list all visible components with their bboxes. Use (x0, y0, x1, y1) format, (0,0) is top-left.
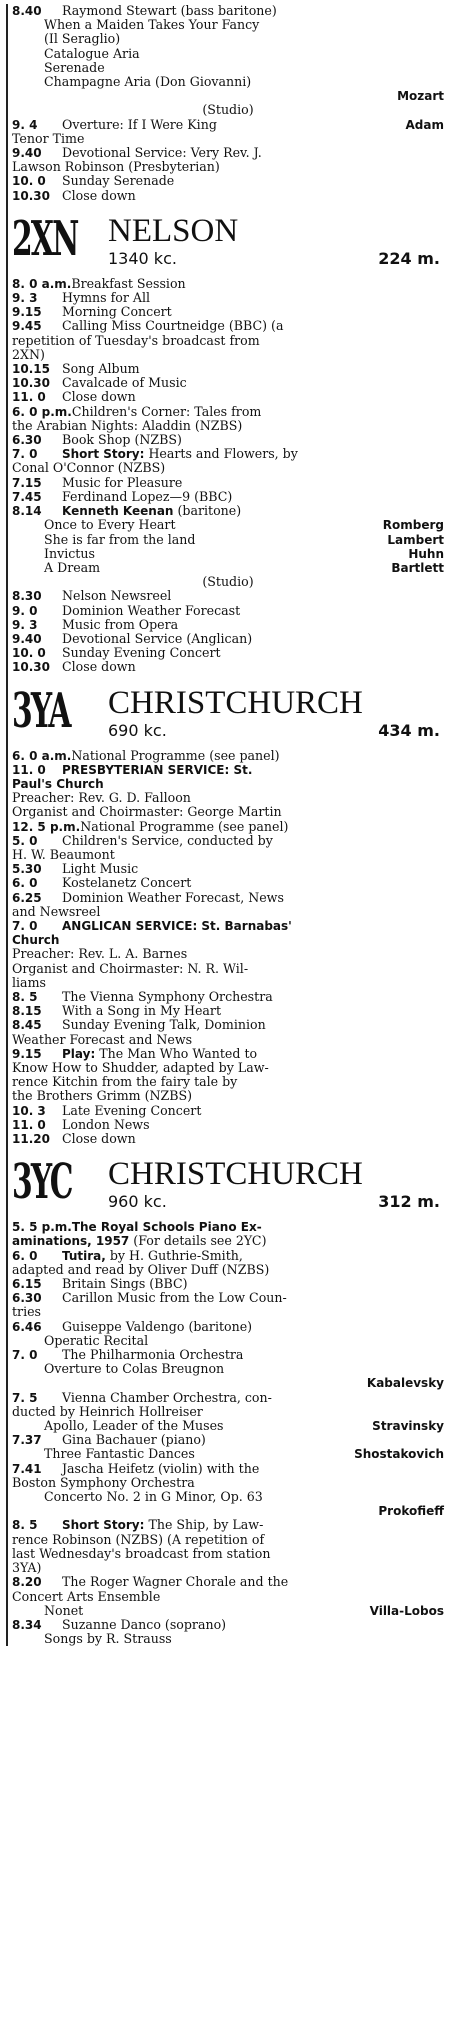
programme-text: With a Song in My Heart (62, 1004, 222, 1019)
continued-text: Know How to Shudder, adapted by Law- (12, 1061, 269, 1075)
time-slot: 5. 0 (12, 833, 38, 848)
composer: Villa-Lobos (369, 1603, 444, 1618)
frequency: 960 kc. (108, 1192, 167, 1212)
programme-text: Calling Miss Courtneidge (BBC) (a (62, 319, 284, 334)
continued-heading: Church (12, 933, 60, 948)
programme-text: Sunday Evening Talk, Dominion (62, 1018, 266, 1033)
piece-title: Catalogue Aria (44, 46, 140, 61)
programme-line (12, 1518, 444, 1532)
continued-text: rence Robinson (NZBS) (A repetition of (12, 1532, 265, 1547)
callsign: 3YC (12, 1154, 72, 1211)
continued-heading: aminations, 1957 (12, 1234, 130, 1249)
programme-continuation (12, 848, 444, 862)
time-slot: 9.45 (12, 319, 42, 334)
time-slot: 8. 0 a.m. (12, 276, 72, 291)
programme-line (12, 660, 444, 674)
programme-line (12, 504, 444, 518)
wavelength: 224 m. (378, 248, 440, 268)
time-slot: 8.45 (12, 1018, 42, 1033)
programme-text: Close down (62, 660, 136, 675)
composer: Romberg (382, 518, 444, 533)
programme-text: The Man Who Wanted to (95, 1046, 258, 1061)
time-slot: 6.30 (12, 1291, 42, 1306)
time-slot: 10. 3 (12, 1103, 46, 1118)
time-slot: 6.30 (12, 433, 42, 448)
callsign: 2XN (12, 210, 78, 267)
programme-text: Vienna Chamber Orchestra, con- (62, 1390, 272, 1405)
programme-text: (baritone) (173, 504, 242, 519)
continued-text: Tenor Time (12, 131, 85, 146)
programme-continuation (12, 561, 444, 575)
programme-heading: Play: (62, 1046, 96, 1061)
programme-text: Music for Pleasure (62, 475, 183, 490)
programme-text: The Roger Wagner Chorale and the (62, 1575, 289, 1590)
programme-text: (For details see 2YC) (129, 1234, 267, 1249)
time-slot: 8.30 (12, 589, 42, 604)
programme-text: National Programme (see panel) (71, 748, 280, 763)
programme-text: Music from Opera (62, 617, 179, 632)
continued-text: Preacher: Rev. G. D. Falloon (12, 791, 191, 806)
time-slot: 7.15 (12, 475, 42, 490)
time-slot: 9. 3 (12, 291, 38, 306)
time-slot: 5. 5 p.m. (12, 1220, 72, 1235)
time-slot: 8.40 (12, 4, 42, 18)
programme-continuation (12, 547, 444, 561)
programme-text: The Philharmonia Orchestra (62, 1348, 244, 1363)
piece-title: (Il Seraglio) (44, 32, 121, 47)
station-header-2xn (8, 211, 444, 275)
time-slot: 8.20 (12, 1575, 42, 1590)
programme-line (12, 891, 444, 905)
programme-line (12, 1004, 444, 1018)
programme-text: The Ship, by Law- (144, 1518, 264, 1533)
programme-text: by H. Guthrie-Smith, (105, 1248, 243, 1263)
programme-text: Overture: If I Were King (62, 117, 217, 132)
time-slot: 11. 0 (12, 390, 46, 405)
programme-text: Jascha Heifetz (violin) with the (62, 1461, 260, 1476)
time-slot: 6.46 (12, 1319, 42, 1334)
time-slot: 8. 5 (12, 1518, 38, 1533)
programme-line (12, 589, 444, 603)
time-slot: 7. 0 (12, 447, 38, 462)
studio-note: (Studio) (202, 102, 254, 118)
programme-continuation (12, 47, 444, 61)
programme-continuation (12, 805, 444, 819)
programme-continuation (12, 1305, 444, 1319)
programme-line (12, 876, 444, 890)
piece-title: Champagne Aria (Don Giovanni) (44, 75, 252, 90)
composer: Bartlett (391, 560, 444, 575)
piece-title: Operatic Recital (44, 1333, 149, 1348)
programme-continuation (12, 1561, 444, 1575)
programme-line (12, 305, 444, 319)
programme-continuation (12, 1590, 444, 1604)
programme-text: Sunday Serenade (62, 174, 175, 189)
programme-continuation (12, 1632, 444, 1646)
piece-title: Songs by R. Strauss (44, 1632, 172, 1647)
programme-line (12, 433, 444, 447)
time-slot: 8. 5 (12, 989, 38, 1004)
programme-line (12, 1291, 444, 1305)
time-slot: 9.40 (12, 146, 42, 161)
programme-text: Late Evening Concert (62, 1103, 202, 1118)
programme-text: Children's Corner: Tales from (71, 404, 262, 419)
programme-heading: Kenneth Keenan (62, 504, 174, 519)
programme-line (12, 118, 444, 132)
continued-text: repetition of Tuesday's broadcast from (12, 333, 260, 348)
programme-line (12, 820, 444, 834)
programme-text: Dominion Weather Forecast (62, 603, 241, 618)
programme-text: Cavalcade of Music (62, 376, 187, 391)
programme-line (12, 1277, 444, 1291)
time-slot: 12. 5 p.m. (12, 819, 81, 834)
programme-continuation (12, 1061, 444, 1075)
continued-text: Weather Forecast and News (12, 1032, 193, 1047)
programme-continuation (12, 905, 444, 919)
programme-line (12, 362, 444, 376)
programme-line (12, 277, 444, 291)
continued-text: rence Kitchin from the fairy tale by (12, 1075, 238, 1090)
time-slot: 10.15 (12, 362, 50, 377)
station-header-3ya (8, 683, 444, 747)
programme-line (12, 390, 444, 404)
continued-text: Organist and Choirmaster: N. R. Wil- (12, 961, 249, 976)
time-slot: 9.40 (12, 631, 42, 646)
programme-text: Carillon Music from the Low Coun- (62, 1291, 287, 1306)
programme-line (12, 490, 444, 504)
programme-continuation (12, 1405, 444, 1419)
programme-text: Hearts and Flowers, by (144, 447, 298, 462)
continued-text: adapted and read by Oliver Duff (NZBS) (12, 1262, 270, 1277)
performer-note: (bass baritone) (176, 4, 277, 18)
programme-line (12, 1391, 444, 1405)
programme-text: Breakfast Session (71, 276, 186, 291)
frequency: 1340 kc. (108, 248, 177, 268)
programme-heading: Short Story: (62, 447, 145, 462)
time-slot: 9. 4 (12, 117, 38, 132)
programme-continuation (12, 1604, 444, 1618)
programme-continuation (12, 18, 444, 32)
programme-line (12, 1462, 444, 1476)
programme-continuation (12, 348, 444, 362)
programme-text: Devotional Service: Very Rev. J. (62, 146, 262, 161)
programme-text: London News (62, 1117, 150, 1132)
programme-continuation (12, 1490, 444, 1504)
programme-line (12, 990, 444, 1004)
programme-line (12, 1118, 444, 1132)
programme-line (12, 749, 444, 763)
programme-line (12, 319, 444, 333)
composer: Prokofieff (378, 1504, 444, 1519)
composer: Mozart (397, 89, 444, 104)
frequency: 690 kc. (108, 720, 167, 740)
continued-text: Boston Symphony Orchestra (12, 1475, 195, 1490)
programme-heading: ANGLICAN SERVICE: St. Barnabas' (62, 918, 292, 933)
time-slot: 8.15 (12, 1004, 42, 1019)
programme-heading: Tutira, (62, 1248, 106, 1263)
continued-heading: Paul's Church (12, 776, 104, 791)
time-slot: 9. 3 (12, 617, 38, 632)
programme-continuation (12, 1447, 444, 1461)
programme-heading: Short Story: (62, 1518, 145, 1533)
time-slot: 10.30 (12, 376, 50, 391)
time-slot: 10. 0 (12, 646, 46, 661)
programme-text: Close down (62, 188, 136, 203)
continued-text: Organist and Choirmaster: George Martin (12, 805, 282, 820)
programme-text: Britain Sings (BBC) (62, 1277, 188, 1292)
programme-line (12, 1220, 444, 1234)
programme-line (12, 4, 444, 18)
time-slot: 11. 0 (12, 762, 46, 777)
programme-heading: PRESBYTERIAN SERVICE: St. (62, 762, 253, 777)
programme-text: Sunday Evening Concert (62, 646, 221, 661)
programme-line (12, 1249, 444, 1263)
programme-text: National Programme (see panel) (80, 819, 289, 834)
continued-text: last Wednesday's broadcast from station (12, 1546, 271, 1561)
programme-text: Raymond Stewart (62, 4, 177, 18)
continued-text: ducted by Heinrich Hollreiser (12, 1404, 203, 1419)
continued-text: the Brothers Grimm (NZBS) (12, 1089, 193, 1104)
continued-text: H. W. Beaumont (12, 847, 115, 862)
time-slot: 6. 0 (12, 876, 38, 891)
piece-title: Overture to Colas Breugnon (44, 1362, 225, 1377)
programme-continuation (12, 334, 444, 348)
3ya-listings (8, 749, 444, 1147)
programme-continuation (12, 1334, 444, 1348)
time-slot: 6.15 (12, 1277, 42, 1292)
programme-continuation (12, 160, 444, 174)
time-slot: 10. 0 (12, 174, 46, 189)
programme-continuation (12, 976, 444, 990)
programme-line (12, 834, 444, 848)
nelson-listings (8, 277, 444, 675)
programme-text: Children's Service, conducted by (62, 833, 273, 848)
programme-continuation (12, 962, 444, 976)
time-slot: 6.25 (12, 890, 42, 905)
programme-line (12, 646, 444, 660)
programme-line (12, 1618, 444, 1632)
composer: Adam (405, 117, 444, 132)
programme-line (12, 1433, 444, 1447)
programme-line (12, 763, 444, 777)
continued-text: the Arabian Nights: Aladdin (NZBS) (12, 418, 243, 433)
programme-line (12, 1320, 444, 1334)
piece-title: Nonet (44, 1603, 84, 1618)
programme-line (12, 1104, 444, 1118)
programme-continuation (12, 75, 444, 89)
programme-line (12, 1018, 444, 1032)
time-slot: 10.30 (12, 660, 50, 675)
piece-title: Apollo, Leader of the Muses (44, 1419, 224, 1434)
programme-line (12, 1047, 444, 1061)
programme-text: Morning Concert (62, 305, 172, 320)
programme-line (12, 174, 444, 188)
programme-text: Gina Bachauer (piano) (62, 1433, 206, 1448)
programme-text: Guiseppe Valdengo (baritone) (62, 1319, 253, 1334)
programme-continuation (12, 1075, 444, 1089)
programme-line (12, 376, 444, 390)
time-slot: 7. 0 (12, 1348, 38, 1363)
programme-text: Kostelanetz Concert (62, 876, 192, 891)
wavelength: 434 m. (378, 720, 440, 740)
programme-continuation (12, 933, 444, 947)
time-slot: 9.15 (12, 1046, 42, 1061)
piece-title: A Dream (44, 560, 101, 575)
programme-line (12, 476, 444, 490)
continued-text: and Newsreel (12, 904, 101, 919)
time-slot: 10.30 (12, 188, 50, 203)
city-name: NELSON (108, 212, 239, 249)
time-slot: 6. 0 a.m. (12, 748, 72, 763)
composer: Lambert (387, 532, 444, 547)
programme-line (12, 189, 444, 203)
time-slot: 11.20 (12, 1132, 50, 1147)
programme-text: Song Album (62, 362, 140, 377)
programme-continuation (12, 1263, 444, 1277)
programme-continuation (12, 1419, 444, 1433)
time-slot: 7.37 (12, 1433, 42, 1448)
programme-continuation (12, 1089, 444, 1103)
piece-title: Three Fantastic Dances (44, 1447, 195, 1462)
wavelength: 312 m. (378, 1192, 440, 1212)
programme-continuation (12, 777, 444, 791)
composer: Huhn (408, 546, 444, 561)
3yc-listings (8, 1220, 444, 1646)
time-slot: 9.15 (12, 305, 42, 320)
time-slot: 6. 0 p.m. (12, 404, 72, 419)
continued-text: tries (12, 1305, 42, 1320)
composer: Stravinsky (372, 1419, 444, 1434)
programme-continuation (12, 947, 444, 961)
city-name: CHRISTCHURCH (108, 684, 363, 721)
programme-continuation (12, 1033, 444, 1047)
station-header-3yc (8, 1154, 444, 1218)
city-name: CHRISTCHURCH (108, 1156, 363, 1193)
programme-continuation (12, 518, 444, 532)
programme-continuation (12, 1362, 444, 1376)
programme-line (12, 447, 444, 461)
piece-title: She is far from the land (44, 532, 196, 547)
callsign: 3YA (12, 682, 70, 739)
time-slot: 8.14 (12, 504, 42, 519)
time-slot: 6. 0 (12, 1248, 38, 1263)
continued-text: Concert Arts Ensemble (12, 1589, 161, 1604)
programme-line (12, 618, 444, 632)
composer: Kabalevsky (366, 1376, 444, 1391)
continued-text: 3YA) (12, 1561, 42, 1576)
time-slot: 7. 0 (12, 918, 38, 933)
programme-text: Close down (62, 390, 136, 405)
continued-text: Conal O'Connor (NZBS) (12, 461, 166, 476)
time-slot: 8.34 (12, 1617, 42, 1632)
programme-line (12, 632, 444, 646)
programme-text: Devotional Service (Anglican) (62, 631, 253, 646)
listing-column (6, 4, 444, 1646)
continued-text: 2XN) (12, 347, 45, 362)
programme-continuation (12, 1476, 444, 1490)
programme-text: Dominion Weather Forecast, News (62, 890, 284, 905)
programme-continuation (12, 791, 444, 805)
piece-title: Once to Every Heart (44, 518, 176, 533)
programme-text: Nelson Newsreel (62, 589, 172, 604)
programme-line (12, 862, 444, 876)
programme-continuation (12, 61, 444, 75)
programme-continuation (12, 461, 444, 475)
programme-line (12, 1575, 444, 1589)
programme-text: The Vienna Symphony Orchestra (62, 989, 273, 1004)
programme-continuation (12, 1547, 444, 1561)
piece-title: Concerto No. 2 in G Minor, Op. 63 (44, 1490, 263, 1505)
piece-title: When a Maiden Takes Your Fancy (44, 18, 260, 33)
piece-title: Serenade (44, 60, 105, 75)
programme-continuation (12, 533, 444, 547)
programme-line (12, 146, 444, 160)
programme-text: Ferdinand Lopez—9 (BBC) (62, 489, 233, 504)
continued-text: liams (12, 975, 46, 990)
programme-continuation (12, 1234, 444, 1248)
programme-text: Light Music (62, 862, 139, 877)
programme-text: Suzanne Danco (soprano) (62, 1617, 227, 1632)
composer: Shostakovich (354, 1447, 444, 1462)
time-slot: 7. 5 (12, 1390, 38, 1405)
programme-text: Book Shop (NZBS) (62, 433, 182, 448)
programme-text: Close down (62, 1132, 136, 1147)
programme-line (12, 1132, 444, 1146)
time-slot: 5.30 (12, 862, 42, 877)
time-slot: 7.41 (12, 1461, 42, 1476)
programme-heading: The Royal Schools Piano Ex- (71, 1220, 262, 1235)
time-slot: 9. 0 (12, 603, 38, 618)
continued-text: Lawson Robinson (Presbyterian) (12, 160, 220, 175)
programme-line (12, 405, 444, 419)
programme-line (12, 604, 444, 618)
time-slot: 11. 0 (12, 1117, 46, 1132)
programme-continuation (12, 32, 444, 46)
studio-note: (Studio) (202, 574, 254, 590)
programme-text: Hymns for All (62, 291, 151, 306)
piece-title: Invictus (44, 546, 95, 561)
programme-line (12, 291, 444, 305)
programme-line (12, 1348, 444, 1362)
programme-continuation (12, 1533, 444, 1547)
time-slot: 7.45 (12, 489, 42, 504)
programme-continuation (12, 132, 444, 146)
top-listings (8, 4, 444, 203)
programme-continuation (12, 419, 444, 433)
continued-text: Preacher: Rev. L. A. Barnes (12, 947, 188, 962)
programme-line (12, 919, 444, 933)
